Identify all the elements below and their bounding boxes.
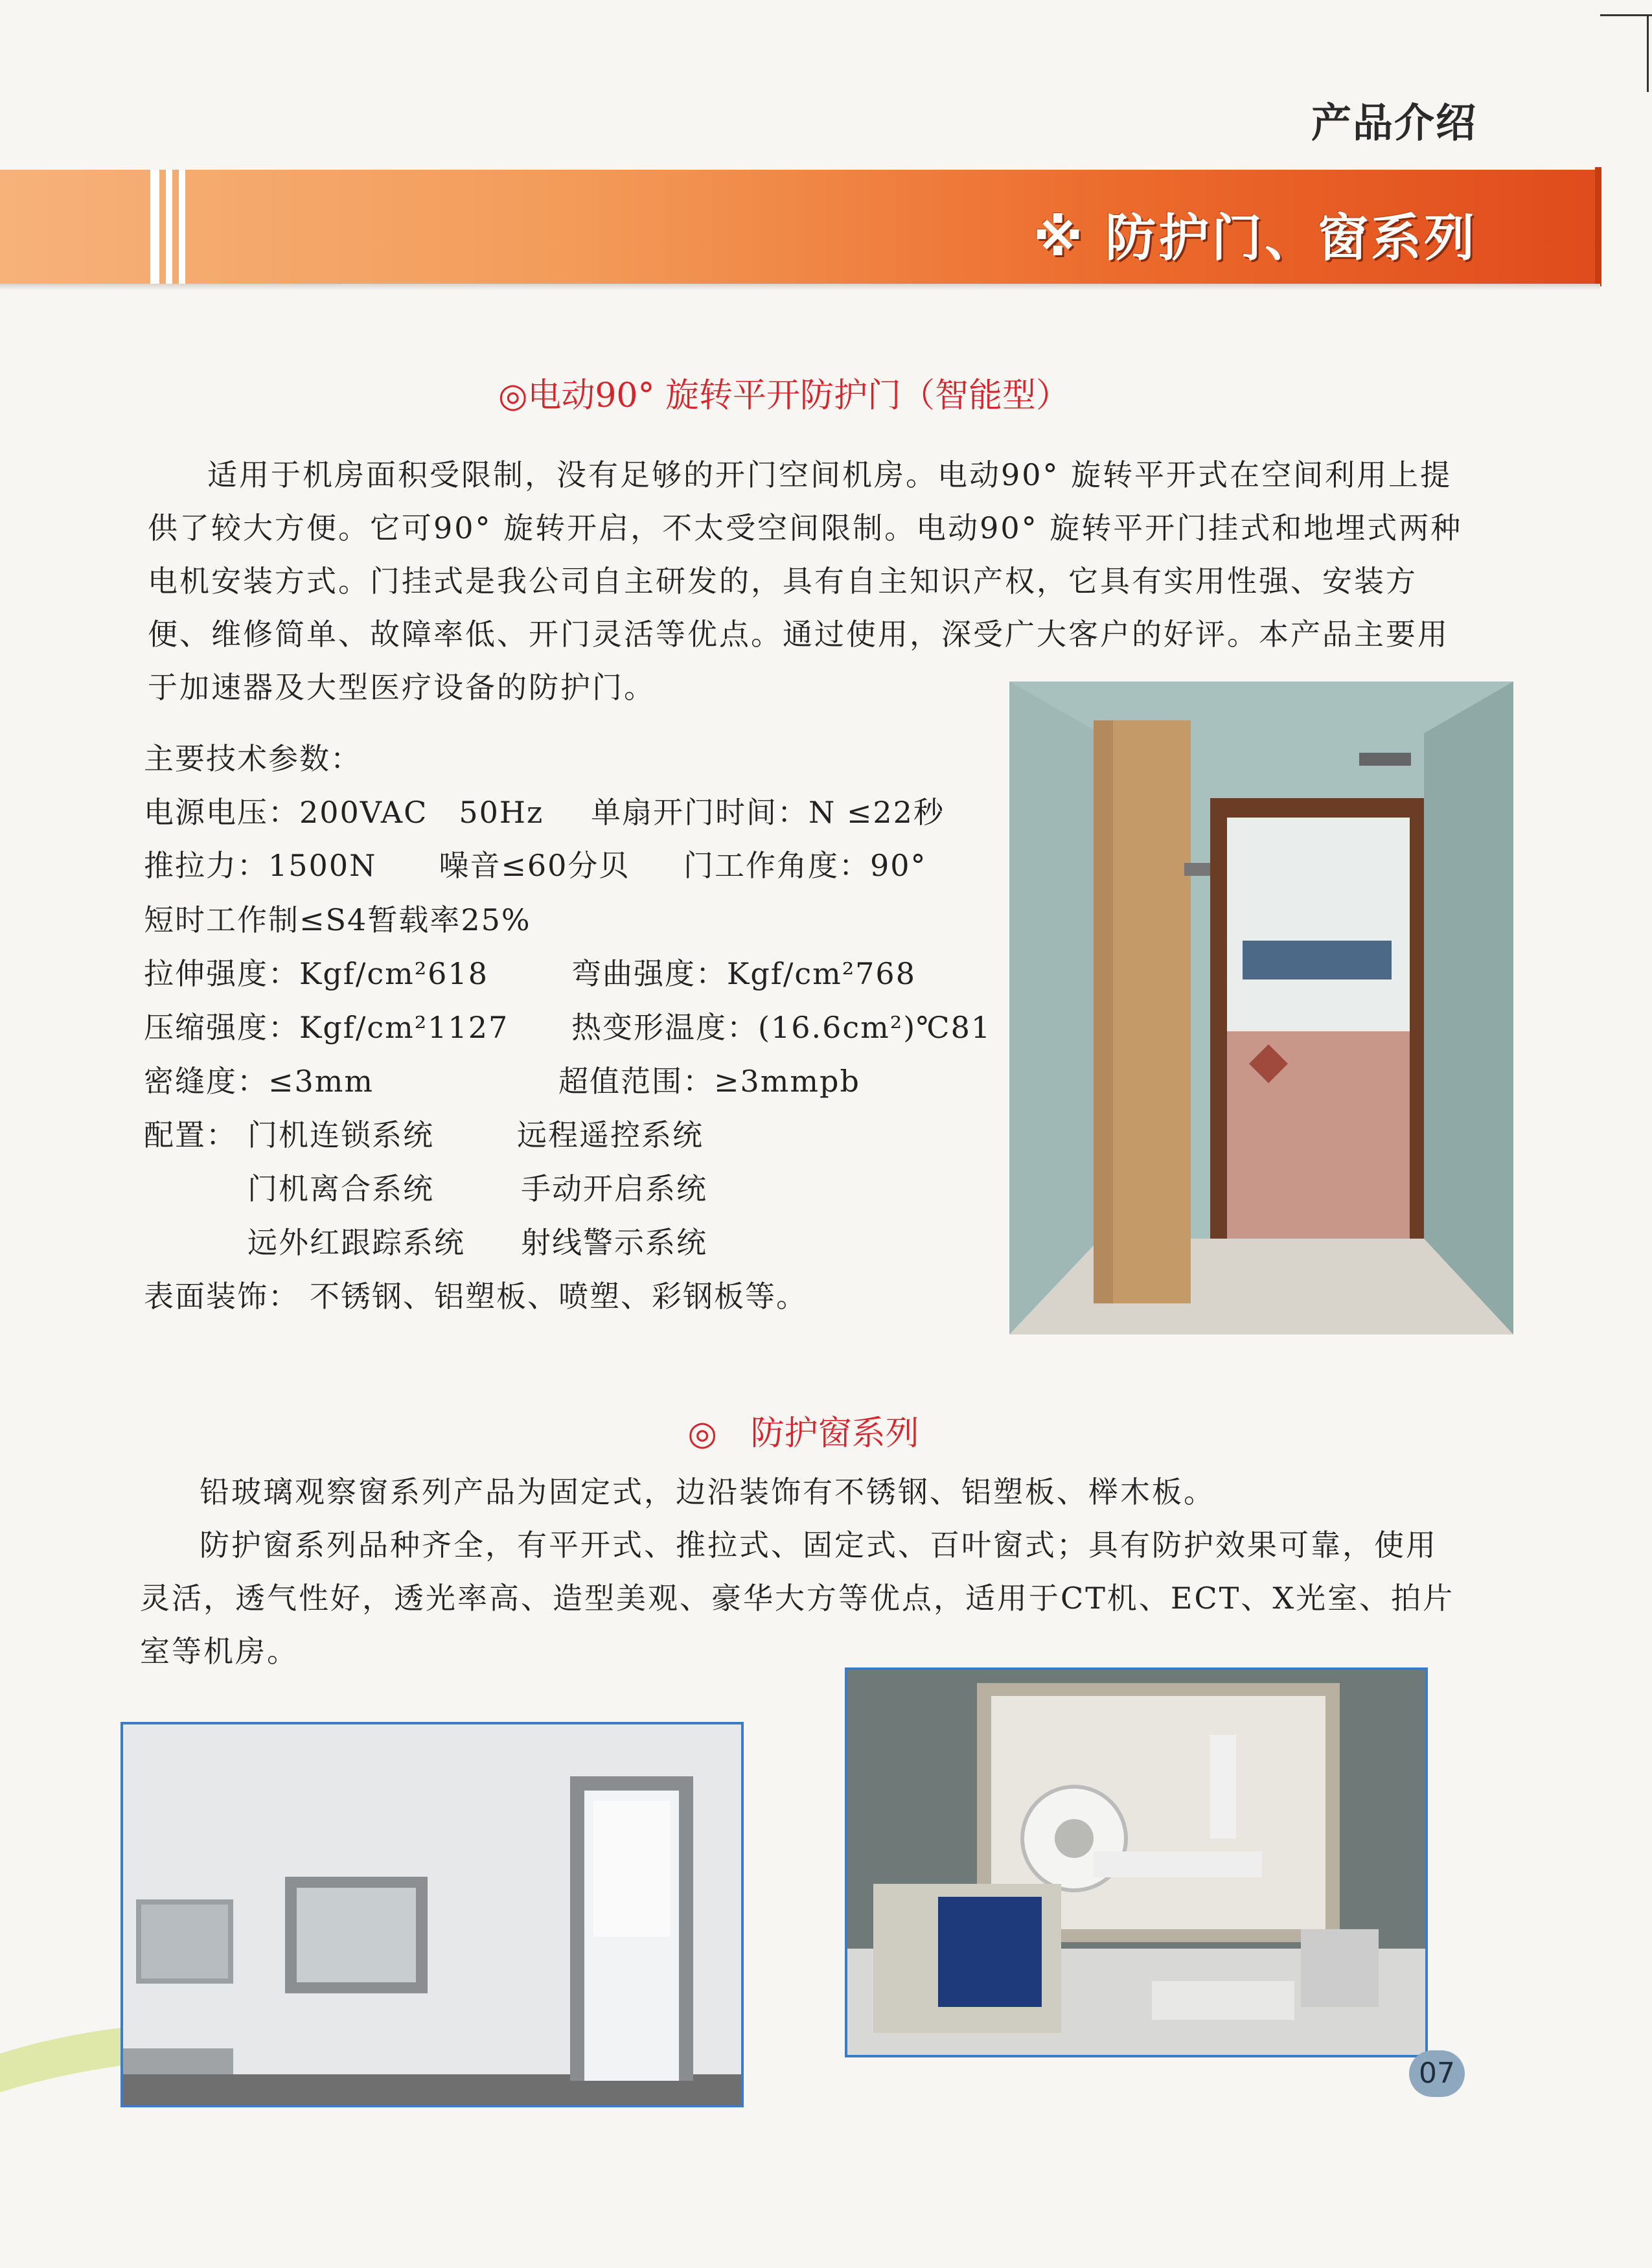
banner-stripe [166, 170, 172, 284]
banner-edge [1595, 167, 1601, 286]
spec-value: 门工作角度：90° [683, 848, 927, 883]
window-photo-2 [845, 1667, 1428, 2057]
door-intro: 适用于机房面积受限制，没有足够的开门空间机房。电动90° 旋转平开式在空间利用上提供了较大方便。它可90° 旋转开启，不太受空间限制。电动90° 旋转平开门挂式和地埋式两种电机安装方式。门挂式是我公司自主研发的，具有自主知识产权，它具有实用性强、安装方便、维修简单、故障率低、开门灵活等优点。通过使用，深受广大客户的好评。本产品主要用于加速器及大型医疗设备的防护门。 [148, 457, 1463, 705]
door-section-title: ◎电动90° 旋转平开防护门（智能型） [498, 376, 1070, 415]
config-heading: 配置： [144, 1117, 237, 1152]
window-text [140, 1465, 1462, 1678]
spec-value: 超值范围：≥3mmpb [558, 1064, 860, 1099]
door-photo [1009, 682, 1513, 1334]
banner-stripe [150, 170, 159, 284]
spec-value: 弯曲强度：Kgf/cm²768 [571, 956, 916, 991]
config-item: 远程遥控系统 [517, 1117, 704, 1152]
window-photo-1 [120, 1722, 744, 2107]
config-item: 远外红跟踪系统 [247, 1225, 465, 1260]
config-item: 门机连锁系统 [247, 1117, 434, 1152]
spec-line: 拉伸强度：Kgf/cm²618 [144, 956, 488, 991]
finish-value: 不锈钢、铝塑板、喷塑、彩钢板等。 [310, 1279, 807, 1314]
config-item: 手动开启系统 [521, 1171, 707, 1206]
spec-line: 压缩强度：Kgf/cm²1127 [144, 1010, 509, 1045]
spec-value: 单扇开门时间：N ≤22秒 [591, 795, 945, 830]
config-item: 射线警示系统 [521, 1225, 707, 1260]
specs-heading: 主要技术参数： [144, 741, 361, 776]
banner-stripe [179, 170, 185, 284]
corner-mark [1647, 14, 1649, 92]
window-section-title: ◎ 防护窗系列 [687, 1414, 919, 1453]
config-item: 门机离合系统 [247, 1171, 434, 1206]
spec-line: 推拉力：1500N 噪音≤60分贝 [144, 848, 630, 883]
spec-line: 电源电压：200VAC 50Hz [144, 795, 544, 830]
banner-title: ※ 防护门、窗系列 [1033, 209, 1477, 268]
corner-mark [1600, 14, 1652, 16]
spec-line: 短时工作制≤S4暂载率25% [144, 902, 531, 937]
finish-heading: 表面装饰： [144, 1279, 299, 1314]
section-label: 产品介绍 [1311, 99, 1477, 146]
spec-line: 密缝度：≤3mm [144, 1064, 374, 1099]
window-para-1: 铅玻璃观察窗系列产品为固定式，边沿装饰有不锈钢、铝塑板、榉木板。 [200, 1474, 1215, 1509]
page-number: 07 [1409, 2050, 1465, 2097]
banner-shadow [0, 284, 1600, 290]
window-para-2: 防护窗系列品种齐全，有平开式、推拉式、固定式、百叶窗式；具有防护效果可靠，使用灵活，透气性好，透光率高、造型美观、豪华大方等优点，适用于CT机、ECT、X光室、拍片室等机房。 [140, 1528, 1455, 1669]
door-intro-top [148, 448, 1463, 714]
spec-value: 热变形温度：(16.6cm²)℃81 [571, 1010, 992, 1045]
